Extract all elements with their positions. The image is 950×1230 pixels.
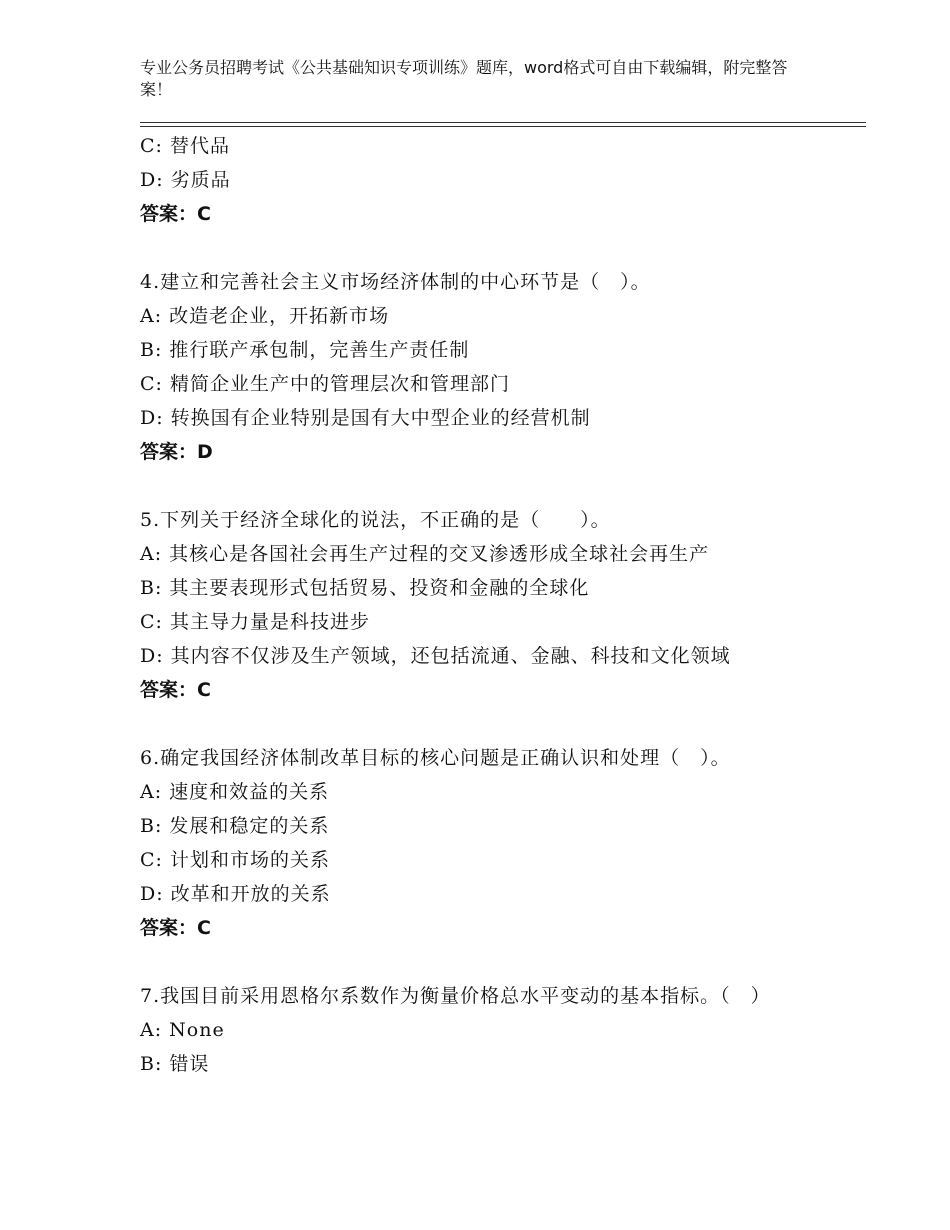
option-c: C: 精简企业生产中的管理层次和管理部门 (140, 373, 510, 395)
option-b: B: 错误 (140, 1053, 210, 1075)
question-content (140, 129, 840, 1081)
question-stem: 6.确定我国经济体制改革目标的核心问题是正确认识和处理（ ）。 (140, 747, 731, 769)
option-b: B: 推行联产承包制，完善生产责任制 (140, 339, 470, 361)
header-divider-top (140, 122, 866, 123)
answer-label: 答案：C (140, 679, 211, 701)
question-stem: 5.下列关于经济全球化的说法，不正确的是（ ）。 (140, 509, 611, 531)
prev-question-tail (140, 129, 840, 231)
question-stem: 7.我国目前采用恩格尔系数作为衡量价格总水平变动的基本指标。（ ） (140, 985, 771, 1007)
question-6 (140, 741, 840, 945)
option-d: D: 其内容不仅涉及生产领域，还包括流通、金融、科技和文化领域 (140, 645, 731, 667)
answer-label: 答案：D (140, 441, 213, 463)
answer-label: 答案：C (140, 917, 211, 939)
option-c: C: 其主导力量是科技进步 (140, 611, 370, 633)
option-d: D: 改革和开放的关系 (140, 883, 331, 905)
option-c: C: 计划和市场的关系 (140, 849, 330, 871)
question-stem: 4.建立和完善社会主义市场经济体制的中心环节是（ ）。 (140, 271, 651, 293)
answer-label: 答案：C (140, 203, 211, 225)
spacer (140, 231, 840, 265)
option-a: A: 速度和效益的关系 (140, 781, 330, 803)
option-b: B: 发展和稳定的关系 (140, 815, 330, 837)
question-5 (140, 503, 840, 707)
option-a: A: 改造老企业，开拓新市场 (140, 305, 390, 327)
option-d: D: 劣质品 (140, 169, 231, 191)
document-header: 专业公务员招聘考试《公共基础知识专项训练》题库，word格式可自由下载编辑，附完整答案！ (140, 58, 788, 99)
question-4 (140, 265, 840, 469)
question-7 (140, 979, 840, 1081)
option-a: A: 其核心是各国社会再生产过程的交叉渗透形成全球社会再生产 (140, 543, 710, 565)
option-c: C: 替代品 (140, 135, 230, 157)
option-a: A: None (140, 1019, 225, 1041)
spacer (140, 469, 840, 503)
spacer (140, 945, 840, 979)
header-divider-bottom (140, 126, 866, 127)
option-b: B: 其主要表现形式包括贸易、投资和金融的全球化 (140, 577, 590, 599)
spacer (140, 707, 840, 741)
option-d: D: 转换国有企业特别是国有大中型企业的经营机制 (140, 407, 591, 429)
